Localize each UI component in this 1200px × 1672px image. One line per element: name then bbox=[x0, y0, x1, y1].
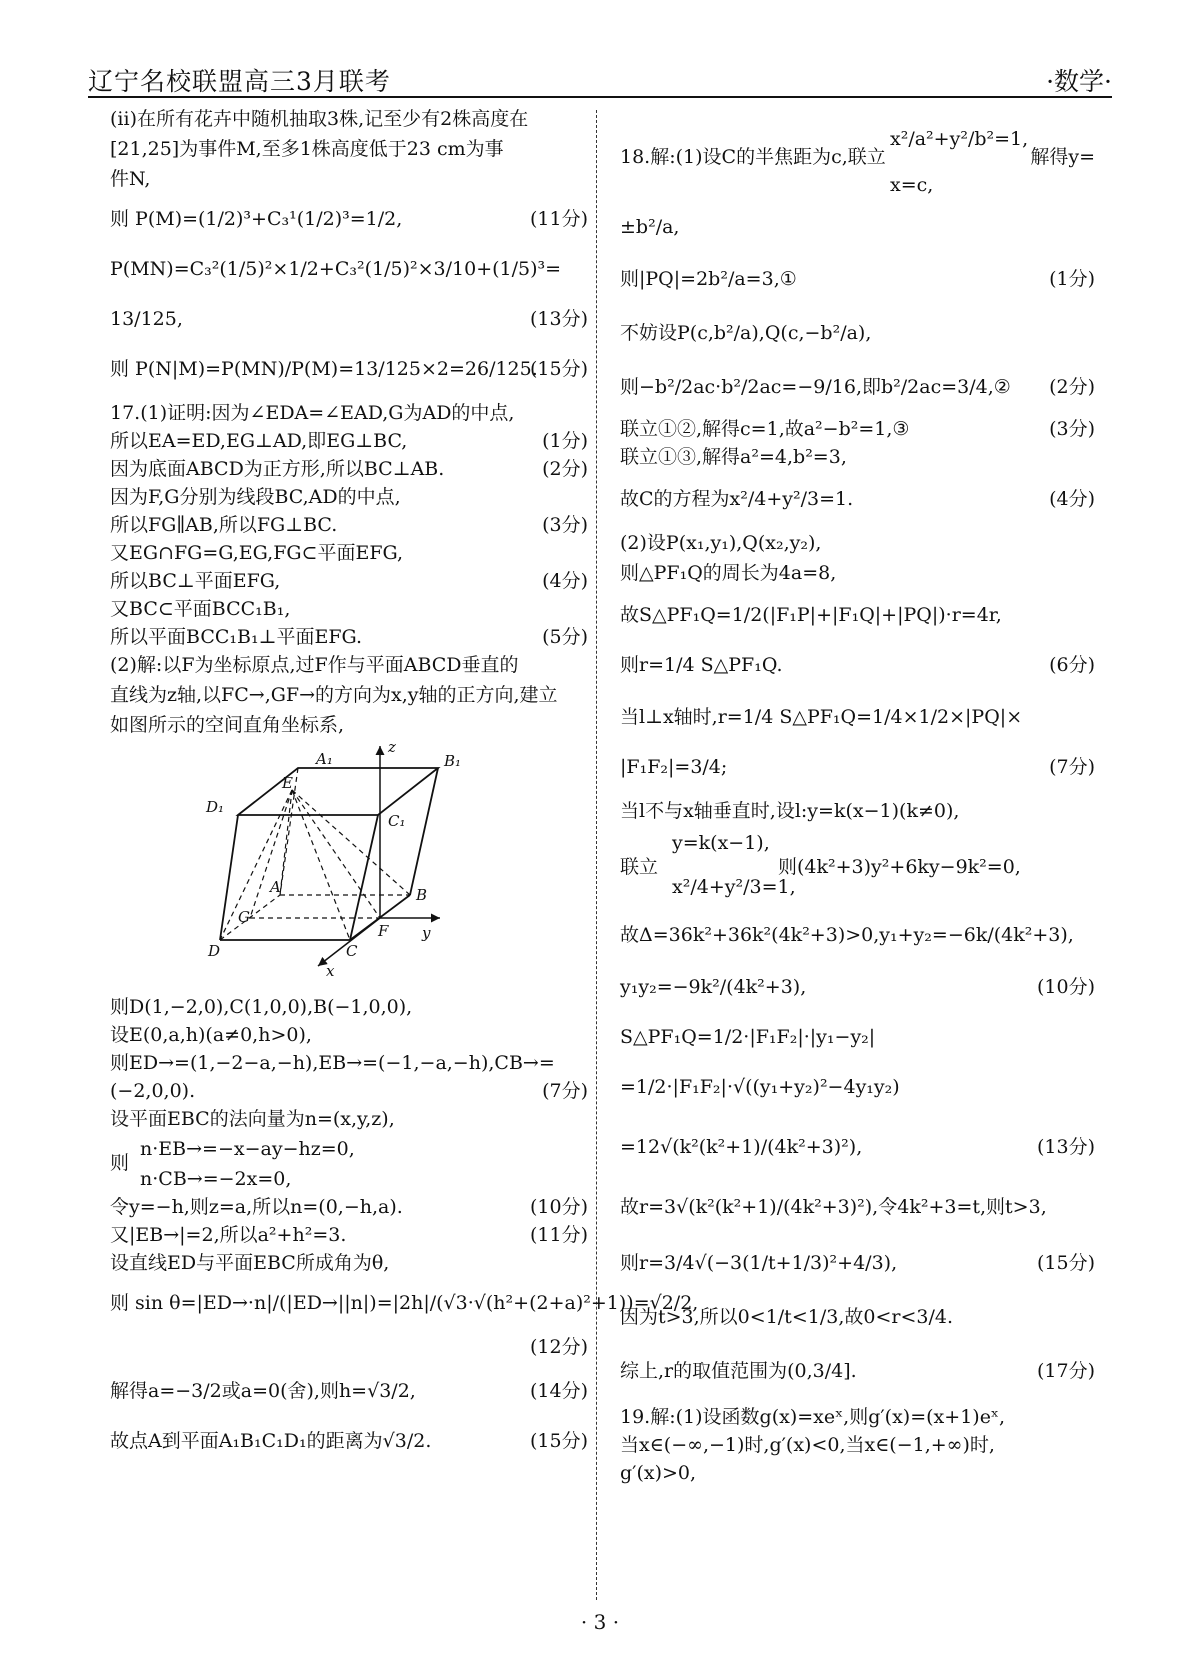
text-line bbox=[620, 414, 1095, 444]
label-B: B bbox=[416, 886, 428, 904]
line-text: [21,25]为事件M,至多1株高度低于23 cm为事 bbox=[110, 138, 504, 160]
line-text: 当l不与x轴垂直时,设l:y=k(x−1)(k≠0), bbox=[620, 800, 960, 822]
line-text: |F₁F₂|=3/4; bbox=[620, 756, 728, 778]
label-D1: D₁ bbox=[206, 798, 225, 816]
line-text: n·CB→=−2x=0, bbox=[140, 1168, 292, 1190]
label-A1: A₁ bbox=[316, 750, 333, 768]
text-line bbox=[620, 650, 1095, 680]
line-text: x=c, bbox=[890, 174, 934, 196]
text-line bbox=[620, 142, 1095, 172]
score-label: (3分) bbox=[542, 514, 588, 536]
exam-title: 辽宁名校联盟高三3月联考 bbox=[88, 67, 391, 96]
score-label: (10分) bbox=[529, 1196, 588, 1218]
line-text: 所以EA=ED,EG⊥AD,即EG⊥BC, bbox=[110, 430, 408, 452]
label-D: D bbox=[208, 942, 221, 960]
line-text: =1/2·|F₁F₂|·√((y₁+y₂)²−4y₁y₂) bbox=[620, 1076, 900, 1098]
score-label: (3分) bbox=[1049, 418, 1095, 440]
text-line bbox=[110, 650, 588, 680]
text-line bbox=[620, 702, 1095, 732]
line-text: 解得y= bbox=[1030, 146, 1095, 168]
score-label: (4分) bbox=[542, 570, 588, 592]
line-text: g′(x)>0, bbox=[620, 1462, 697, 1484]
right-column bbox=[620, 124, 1095, 1524]
text-line bbox=[620, 1072, 1095, 1102]
score-label: (7分) bbox=[1049, 756, 1095, 778]
line-text: 18.解:(1)设C的半焦距为c,联立 bbox=[620, 146, 886, 168]
score-label: (12分) bbox=[529, 1336, 588, 1358]
line-text: 令y=−h,则z=a,所以n=(0,−h,a). bbox=[110, 1196, 403, 1218]
label-C1: C₁ bbox=[388, 812, 406, 830]
line-text: (2)解:以F为坐标原点,过F作与平面ABCD垂直的 bbox=[110, 654, 519, 676]
text-line bbox=[110, 1020, 588, 1050]
line-text: =12√(k²(k²+1)/(4k²+3)²), bbox=[620, 1136, 863, 1158]
text-line bbox=[620, 1458, 1095, 1488]
line-text: 则r=3/4√(−3(1/t+1/3)²+4/3), bbox=[620, 1252, 898, 1274]
line-text: 又EG∩FG=G,EG,FG⊂平面EFG, bbox=[110, 542, 404, 564]
line-text: 不妨设P(c,b²/a),Q(c,−b²/a), bbox=[620, 322, 872, 344]
score-label: (17分) bbox=[1036, 1360, 1095, 1382]
line-text: 故点A到平面A₁B₁C₁D₁的距离为√3/2. bbox=[110, 1430, 432, 1452]
line-text: 又|EB→|=2,所以a²+h²=3. bbox=[110, 1224, 347, 1246]
cube-figure bbox=[200, 740, 460, 980]
label-C: C bbox=[346, 942, 358, 960]
label-y: y bbox=[422, 924, 431, 942]
line-text: (−2,0,0). bbox=[110, 1080, 196, 1102]
line-text: 则 sin θ=|ED→·n|/(|ED→||n|)=|2h|/(√3·√(h²+(2+a)²+1))=√2/2, bbox=[110, 1292, 699, 1314]
header-rule bbox=[88, 96, 1112, 98]
line-text: 则|PQ|=2b²/a=3,① bbox=[620, 268, 797, 290]
text-line bbox=[110, 204, 588, 234]
text-line bbox=[110, 454, 588, 484]
line-text: 如图所示的空间直角坐标系, bbox=[110, 714, 345, 736]
score-label: (10分) bbox=[1036, 976, 1095, 998]
text-line bbox=[110, 354, 588, 384]
score-label: (2分) bbox=[542, 458, 588, 480]
line-text: 19.解:(1)设函数g(x)=xeˣ,则g′(x)=(x+1)eˣ, bbox=[620, 1406, 1006, 1428]
line-text: 件N, bbox=[110, 168, 151, 190]
line-text: 17.(1)证明:因为∠EDA=∠EAD,G为AD的中点, bbox=[110, 402, 515, 424]
text-line bbox=[620, 528, 1095, 558]
text-line bbox=[110, 1288, 699, 1318]
score-label: (13分) bbox=[529, 308, 588, 330]
text-line bbox=[110, 1220, 588, 1250]
text-line bbox=[110, 710, 588, 740]
text-line bbox=[620, 972, 1095, 1002]
score-label: (7分) bbox=[542, 1080, 588, 1102]
text-line bbox=[110, 254, 588, 284]
line-text: 直线为z轴,以FC→,GF→的方向为x,y轴的正方向,建立 bbox=[110, 684, 558, 706]
text-line bbox=[110, 680, 588, 710]
line-text: 则−b²/2ac·b²/2ac=−9/16,即b²/2ac=3/4,② bbox=[620, 376, 1011, 398]
text-line bbox=[110, 482, 588, 512]
text-line bbox=[110, 566, 588, 596]
line-text: 联立①③,解得a²=4,b²=3, bbox=[620, 446, 847, 468]
label-z: z bbox=[388, 740, 396, 756]
line-text: 当l⊥x轴时,r=1/4 S△PF₁Q=1/4×1/2×|PQ|× bbox=[620, 706, 1023, 728]
page-number: · 3 · bbox=[580, 1610, 620, 1634]
text-line bbox=[110, 538, 588, 568]
line-text: 又BC⊂平面BCC₁B₁, bbox=[110, 598, 291, 620]
column-divider bbox=[596, 110, 597, 1600]
text-line bbox=[110, 398, 588, 428]
score-label: (14分) bbox=[529, 1380, 588, 1402]
line-text: (ii)在所有花卉中随机抽取3株,记至少有2株高度在 bbox=[110, 108, 529, 130]
line-text: 所以平面BCC₁B₁⊥平面EFG. bbox=[110, 626, 363, 648]
text-line bbox=[140, 1164, 588, 1194]
line-text: 综上,r的取值范围为(0,3/4]. bbox=[620, 1360, 857, 1382]
line-text: 解得a=−3/2或a=0(舍),则h=√3/2, bbox=[110, 1380, 416, 1402]
line-text: x²/a²+y²/b²=1, bbox=[890, 128, 1029, 150]
line-text: 故C的方程为x²/4+y²/3=1. bbox=[620, 488, 854, 510]
score-label: (13分) bbox=[1036, 1136, 1095, 1158]
score-label: (11分) bbox=[529, 208, 588, 230]
text-line bbox=[110, 1426, 588, 1456]
text-line bbox=[110, 1248, 588, 1278]
cube-diagram bbox=[200, 740, 460, 980]
label-A: A bbox=[270, 878, 281, 896]
text-line bbox=[110, 104, 588, 134]
line-text: S△PF₁Q=1/2·|F₁F₂|·|y₁−y₂| bbox=[620, 1026, 876, 1048]
text-line bbox=[620, 1192, 1095, 1222]
text-line bbox=[620, 752, 1095, 782]
line-text: 当x∈(−∞,−1)时,g′(x)<0,当x∈(−1,+∞)时, bbox=[620, 1434, 995, 1456]
line-text: 则(4k²+3)y²+6ky−9k²=0, bbox=[778, 856, 1021, 878]
line-text: 设E(0,a,h)(a≠0,h>0), bbox=[110, 1024, 312, 1046]
text-line bbox=[672, 872, 1095, 902]
text-line bbox=[620, 442, 1095, 472]
text-line bbox=[620, 796, 1095, 826]
text-line bbox=[110, 992, 588, 1022]
score-label: (15分) bbox=[529, 358, 588, 380]
line-text: y=k(x−1), bbox=[672, 832, 770, 854]
text-line bbox=[620, 1132, 1095, 1162]
line-text: 则D(1,−2,0),C(1,0,0),B(−1,0,0), bbox=[110, 996, 413, 1018]
line-text: x²/4+y²/3=1, bbox=[672, 876, 796, 898]
line-text: ±b²/a, bbox=[620, 216, 680, 238]
text-line bbox=[620, 1248, 1095, 1278]
line-text: 设直线ED与平面EBC所成角为θ, bbox=[110, 1252, 390, 1274]
text-line bbox=[110, 1376, 588, 1406]
text-line bbox=[620, 318, 1095, 348]
line-text: 13/125, bbox=[110, 308, 183, 330]
text-line bbox=[110, 1332, 588, 1362]
line-text: 则ED→=(1,−2−a,−h),EB→=(−1,−a,−h),CB→= bbox=[110, 1052, 555, 1074]
text-line bbox=[110, 426, 588, 456]
text-line bbox=[110, 1076, 588, 1106]
label-E: E bbox=[282, 774, 293, 792]
line-text: 则△PF₁Q的周长为4a=8, bbox=[620, 562, 837, 584]
score-label: (15分) bbox=[1036, 1252, 1095, 1274]
text-line bbox=[620, 920, 1095, 950]
page-header bbox=[88, 62, 1112, 98]
text-line bbox=[110, 594, 588, 624]
label-B1: B₁ bbox=[444, 752, 460, 770]
text-line bbox=[620, 1402, 1095, 1432]
line-text: 故S△PF₁Q=1/2(|F₁P|+|F₁Q|+|PQ|)·r=4r, bbox=[620, 604, 1002, 626]
line-text: 因为底面ABCD为正方形,所以BC⊥AB. bbox=[110, 458, 445, 480]
label-F: F bbox=[378, 922, 389, 940]
line-text: 则 P(M)=(1/2)³+C₃¹(1/2)³=1/2, bbox=[110, 208, 403, 230]
text-line bbox=[620, 1302, 1095, 1332]
line-text: 故r=3√(k²(k²+1)/(4k²+3)²),令4k²+3=t,则t>3, bbox=[620, 1196, 1047, 1218]
line-text: 则 P(N|M)=P(MN)/P(M)=13/125×2=26/125. bbox=[110, 358, 538, 380]
subject-label: ·数学· bbox=[1046, 67, 1112, 96]
line-text: 联立①②,解得c=1,故a²−b²=1,③ bbox=[620, 418, 910, 440]
text-line bbox=[890, 170, 1095, 200]
text-line bbox=[110, 304, 588, 334]
text-line bbox=[110, 164, 588, 194]
score-label: (6分) bbox=[1049, 654, 1095, 676]
text-line bbox=[620, 1022, 1095, 1052]
score-label: (1分) bbox=[542, 430, 588, 452]
line-text: 所以FG∥AB,所以FG⊥BC. bbox=[110, 514, 338, 536]
text-line bbox=[620, 1430, 1095, 1460]
line-text: (2)设P(x₁,y₁),Q(x₂,y₂), bbox=[620, 532, 822, 554]
line-text: y₁y₂=−9k²/(4k²+3), bbox=[620, 976, 807, 998]
text-line bbox=[110, 134, 588, 164]
score-label: (1分) bbox=[1049, 268, 1095, 290]
text-line bbox=[110, 1048, 588, 1078]
text-line bbox=[620, 264, 1095, 294]
text-line bbox=[620, 600, 1095, 630]
text-line bbox=[620, 558, 1095, 588]
text-line bbox=[110, 1192, 588, 1222]
line-text: 因为F,G分别为线段BC,AD的中点, bbox=[110, 486, 401, 508]
line-text: 设平面EBC的法向量为n=(x,y,z), bbox=[110, 1108, 395, 1130]
line-text: 故Δ=36k²+36k²(4k²+3)>0,y₁+y₂=−6k/(4k²+3), bbox=[620, 924, 1074, 946]
label-G: G bbox=[238, 908, 250, 926]
line-text: 因为t>3,所以0<1/t<1/3,故0<r<3/4. bbox=[620, 1306, 953, 1328]
label-x: x bbox=[326, 962, 335, 980]
score-label: (4分) bbox=[1049, 488, 1095, 510]
line-text: 则 bbox=[110, 1152, 130, 1174]
line-text: 所以BC⊥平面EFG, bbox=[110, 570, 281, 592]
score-label: (2分) bbox=[1049, 376, 1095, 398]
text-line bbox=[620, 212, 1095, 242]
line-text: n·EB→=−x−ay−hz=0, bbox=[140, 1138, 355, 1160]
text-line bbox=[110, 510, 588, 540]
text-line bbox=[620, 372, 1095, 402]
text-line bbox=[110, 1104, 588, 1134]
score-label: (5分) bbox=[542, 626, 588, 648]
line-text: 联立 bbox=[620, 856, 659, 878]
line-text: 则r=1/4 S△PF₁Q. bbox=[620, 654, 783, 676]
line-text: P(MN)=C₃²(1/5)²×1/2+C₃²(1/5)²×3/10+(1/5)³= bbox=[110, 258, 562, 280]
text-line bbox=[620, 1356, 1095, 1386]
text-line bbox=[620, 484, 1095, 514]
text-line bbox=[110, 622, 588, 652]
score-label: (11分) bbox=[529, 1224, 588, 1246]
score-label: (15分) bbox=[529, 1430, 588, 1452]
